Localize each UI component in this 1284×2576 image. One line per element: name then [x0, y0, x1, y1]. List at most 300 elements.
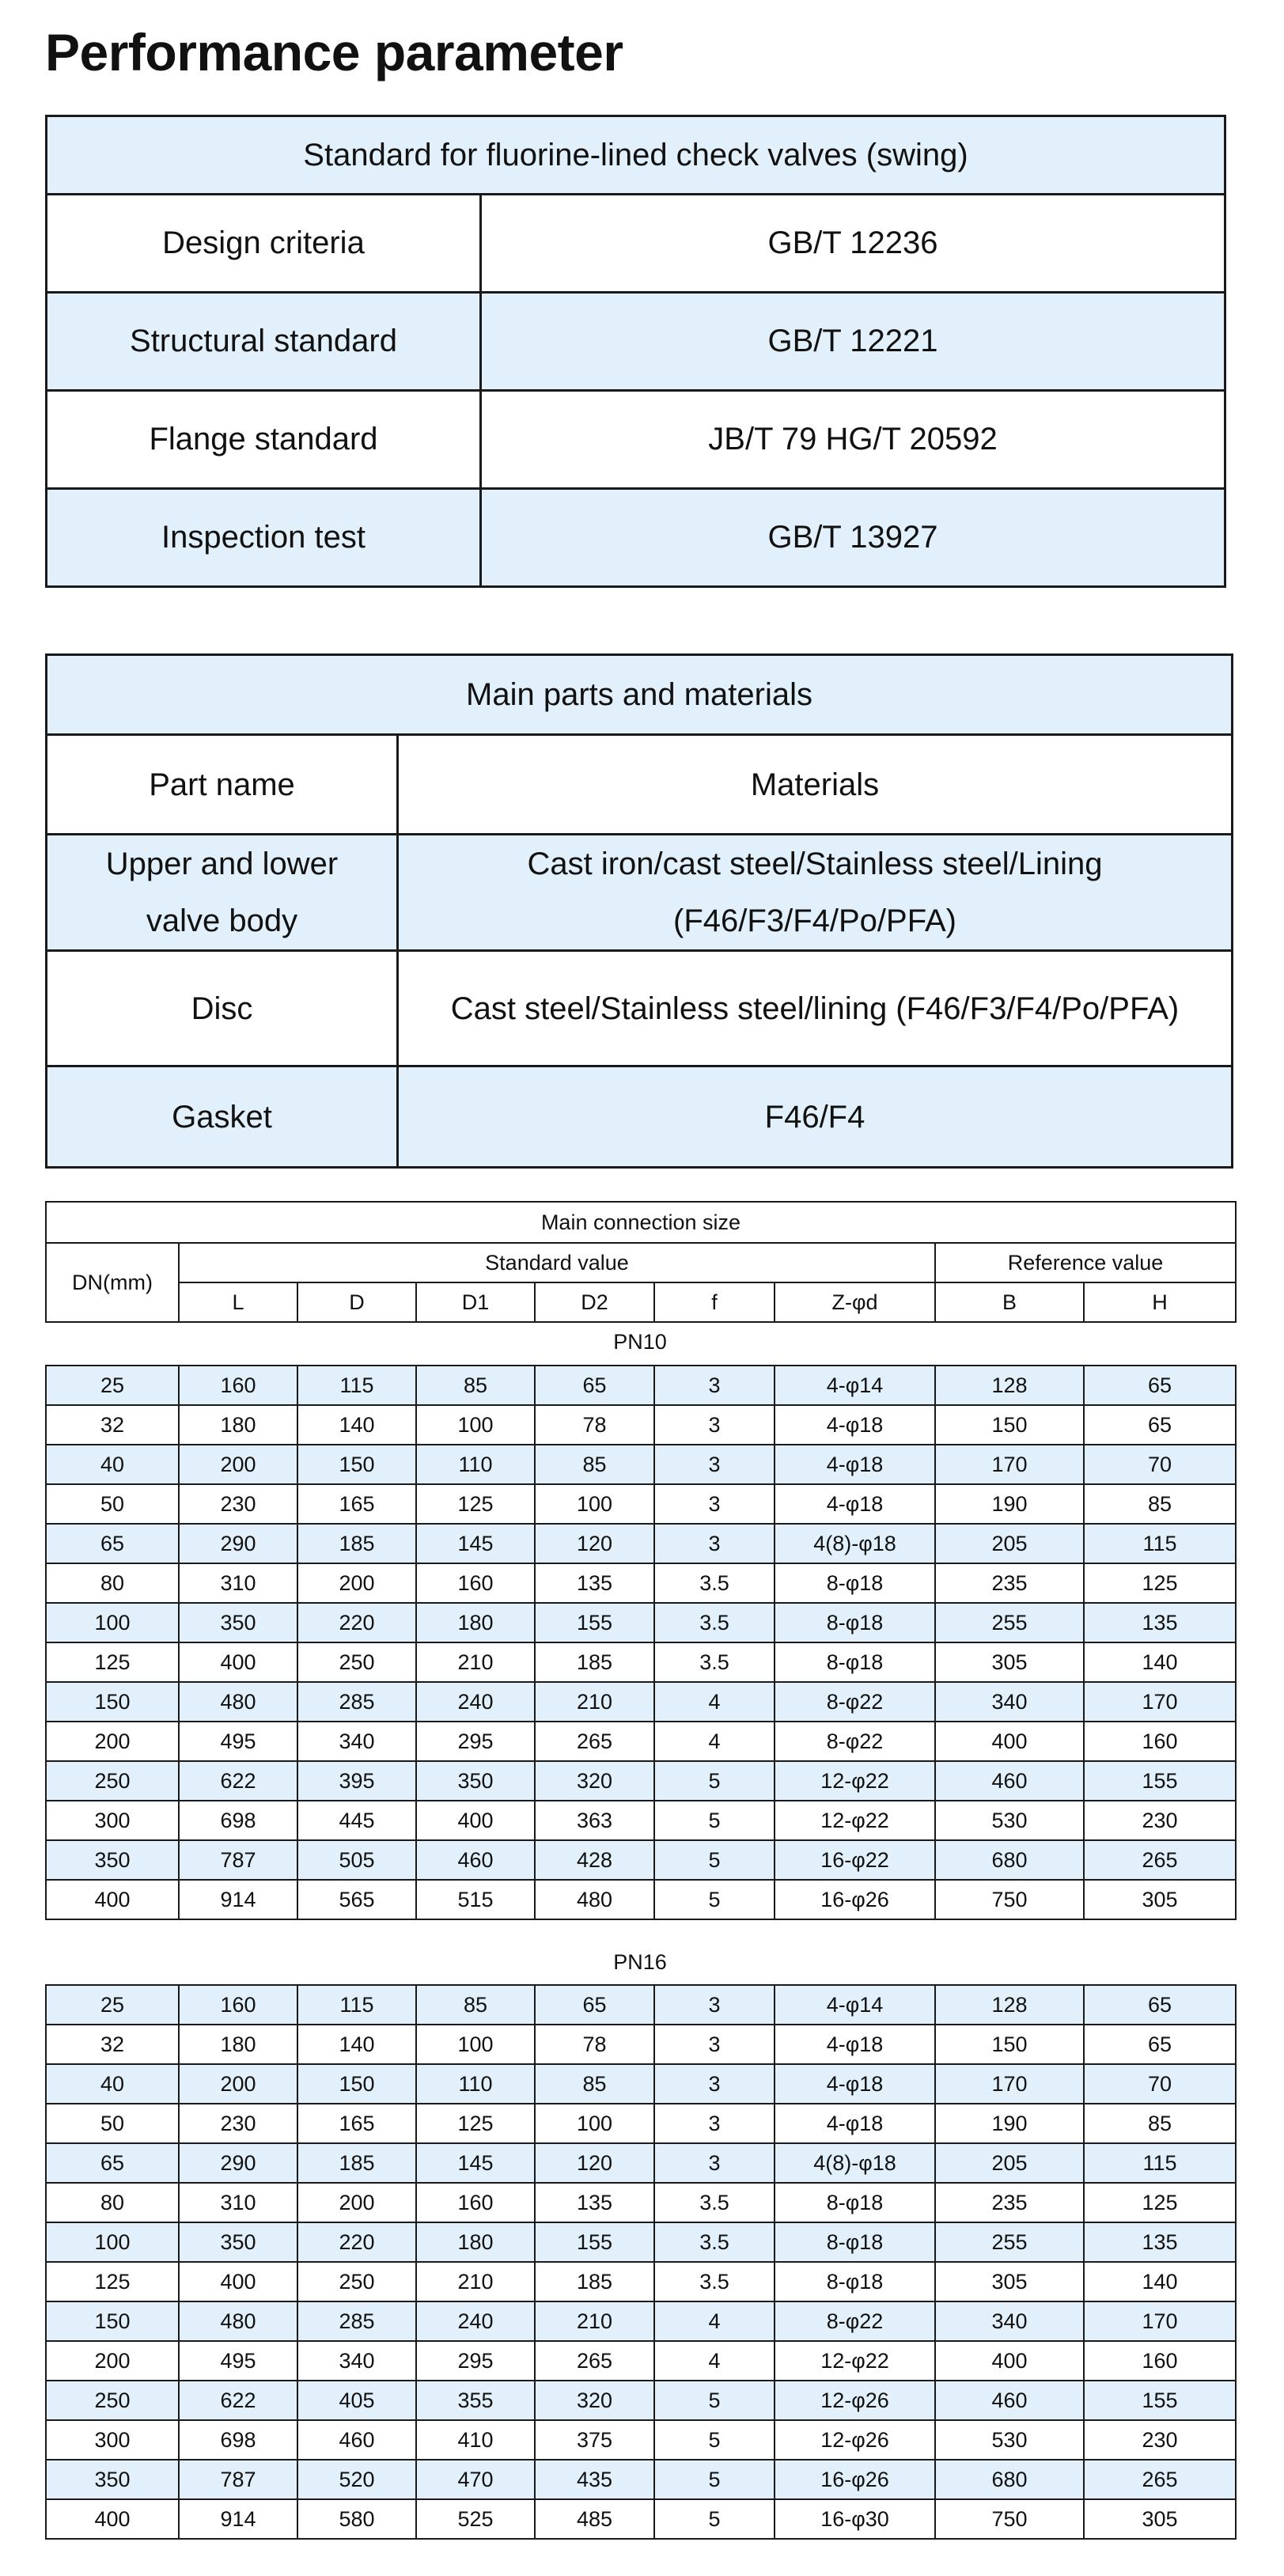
- table-cell: 210: [416, 2262, 535, 2301]
- table-cell: 135: [1084, 2222, 1236, 2262]
- table-row: [46, 1682, 1236, 1722]
- table-cell: 525: [416, 2499, 535, 2539]
- table-cell: 160: [179, 1366, 297, 1405]
- table-cell: 230: [1084, 2420, 1236, 2460]
- table-cell: 115: [1084, 2143, 1236, 2183]
- table-cell: 180: [179, 2025, 297, 2064]
- part-material: Cast steel/Stainless steel/lining (F46/F3/F4/Po/PFA): [398, 951, 1233, 1066]
- table-cell: 125: [1084, 2183, 1236, 2222]
- table-cell: 295: [416, 1722, 535, 1761]
- table-cell: 65: [46, 1524, 179, 1563]
- table-cell: 565: [297, 1880, 416, 1919]
- column-header: D1: [416, 1282, 535, 1322]
- table-cell: 400: [46, 2499, 179, 2539]
- table-cell: 250: [46, 2381, 179, 2420]
- table-cell: 85: [535, 2064, 654, 2104]
- table-cell: 5: [654, 2499, 775, 2539]
- table-cell: 3: [654, 2064, 775, 2104]
- table-cell: 8-φ22: [775, 2301, 935, 2341]
- table-cell: 205: [935, 1524, 1084, 1563]
- table-cell: 235: [935, 2183, 1084, 2222]
- table-cell: 100: [535, 1484, 654, 1524]
- table-cell: 5: [654, 2420, 775, 2460]
- table-cell: 787: [179, 2460, 297, 2499]
- table-cell: 220: [297, 1603, 416, 1642]
- table-cell: 680: [935, 1840, 1084, 1880]
- standard-value: GB/T 12221: [481, 293, 1225, 391]
- table-cell: 125: [1084, 1563, 1236, 1603]
- table-cell: 265: [535, 1722, 654, 1761]
- table-cell: 230: [179, 2104, 297, 2143]
- table-cell: 145: [416, 2143, 535, 2183]
- size-table-pn10: [45, 1365, 1237, 1920]
- table-cell: 305: [1084, 2499, 1236, 2539]
- table-cell: 3: [654, 1484, 775, 1524]
- table-cell: 5: [654, 1761, 775, 1801]
- column-header: D: [297, 1282, 416, 1322]
- part-name: Gasket: [47, 1066, 398, 1168]
- table-cell: 125: [416, 2104, 535, 2143]
- table-row: [46, 2104, 1236, 2143]
- table-cell: 115: [297, 1366, 416, 1405]
- table-cell: 505: [297, 1840, 416, 1880]
- table-cell: 4-φ14: [775, 1985, 935, 2025]
- table-cell: 698: [179, 2420, 297, 2460]
- table-cell: 3.5: [654, 2262, 775, 2301]
- table-cell: 320: [535, 2381, 654, 2420]
- table-cell: 78: [535, 1405, 654, 1445]
- table-cell: 100: [46, 2222, 179, 2262]
- table-cell: 40: [46, 1445, 179, 1484]
- table-row: [46, 2460, 1236, 2499]
- table-row: [46, 2183, 1236, 2222]
- table-cell: 165: [297, 2104, 416, 2143]
- table-cell: 3: [654, 2025, 775, 2064]
- materials-header-part: Part name: [47, 735, 398, 835]
- standards-table-title: Standard for fluorine-lined check valves (swing): [47, 116, 1225, 195]
- table-cell: 300: [46, 1801, 179, 1840]
- table-cell: 145: [416, 1524, 535, 1563]
- table-cell: 200: [46, 2341, 179, 2381]
- table-cell: 115: [1084, 1524, 1236, 1563]
- standard-value: JB/T 79 HG/T 20592: [481, 391, 1225, 489]
- table-cell: 16-φ22: [775, 1840, 935, 1880]
- table-cell: 150: [46, 2301, 179, 2341]
- table-cell: 400: [46, 1880, 179, 1919]
- table-cell: 160: [179, 1985, 297, 2025]
- table-cell: 190: [935, 2104, 1084, 2143]
- table-cell: 622: [179, 1761, 297, 1801]
- table-cell: 80: [46, 2183, 179, 2222]
- table-cell: 185: [535, 1642, 654, 1682]
- reference-value-header: Reference value: [935, 1243, 1236, 1282]
- table-cell: 185: [297, 1524, 416, 1563]
- table-cell: 140: [297, 1405, 416, 1445]
- column-header: f: [654, 1282, 775, 1322]
- table-cell: 170: [1084, 2301, 1236, 2341]
- table-cell: 750: [935, 2499, 1084, 2539]
- table-cell: 340: [935, 1682, 1084, 1722]
- table-cell: 4: [654, 1722, 775, 1761]
- table-cell: 100: [535, 2104, 654, 2143]
- table-cell: 3: [654, 1405, 775, 1445]
- table-cell: 4-φ18: [775, 1445, 935, 1484]
- table-row: [46, 1985, 1236, 2025]
- table-row: [46, 1366, 1236, 1405]
- table-cell: 310: [179, 2183, 297, 2222]
- table-cell: 3: [654, 2143, 775, 2183]
- table-cell: 350: [179, 2222, 297, 2262]
- table-cell: 8-φ18: [775, 1642, 935, 1682]
- table-cell: 363: [535, 1801, 654, 1840]
- table-cell: 100: [46, 1603, 179, 1642]
- table-cell: 65: [1084, 2025, 1236, 2064]
- table-cell: 310: [179, 1563, 297, 1603]
- table-cell: 3: [654, 1445, 775, 1484]
- column-header: Z-φd: [775, 1282, 935, 1322]
- table-row: [46, 1642, 1236, 1682]
- table-cell: 210: [416, 1642, 535, 1682]
- size-table-pn16: [45, 1984, 1237, 2540]
- table-cell: 185: [297, 2143, 416, 2183]
- table-cell: 914: [179, 2499, 297, 2539]
- table-cell: 460: [935, 2381, 1084, 2420]
- table-cell: 65: [535, 1366, 654, 1405]
- table-cell: 400: [416, 1801, 535, 1840]
- table-cell: 125: [46, 2262, 179, 2301]
- table-cell: 5: [654, 2381, 775, 2420]
- table-cell: 8-φ18: [775, 2222, 935, 2262]
- table-cell: 480: [179, 1682, 297, 1722]
- table-cell: 240: [416, 1682, 535, 1722]
- table-cell: 305: [1084, 1880, 1236, 1919]
- table-cell: 350: [46, 1840, 179, 1880]
- table-row: [46, 1603, 1236, 1642]
- table-row: [46, 1722, 1236, 1761]
- table-row: [46, 1563, 1236, 1603]
- table-row: [46, 2381, 1236, 2420]
- table-cell: 150: [935, 2025, 1084, 2064]
- materials-table: [45, 653, 1233, 1169]
- table-cell: 265: [1084, 1840, 1236, 1880]
- table-cell: 135: [535, 2183, 654, 2222]
- table-cell: 3.5: [654, 1563, 775, 1603]
- table-cell: 305: [935, 1642, 1084, 1682]
- table-cell: 8-φ22: [775, 1682, 935, 1722]
- table-cell: 155: [535, 1603, 654, 1642]
- table-cell: 3: [654, 2104, 775, 2143]
- table-cell: 160: [1084, 2341, 1236, 2381]
- table-cell: 375: [535, 2420, 654, 2460]
- table-cell: 16-φ26: [775, 1880, 935, 1919]
- standard-label: Structural standard: [47, 293, 481, 391]
- table-cell: 428: [535, 1840, 654, 1880]
- table-cell: 255: [935, 2222, 1084, 2262]
- table-cell: 255: [935, 1603, 1084, 1642]
- table-cell: 350: [179, 1603, 297, 1642]
- table-cell: 485: [535, 2499, 654, 2539]
- size-table-header: [45, 1201, 1237, 1323]
- table-cell: 12-φ26: [775, 2420, 935, 2460]
- table-cell: 460: [297, 2420, 416, 2460]
- table-cell: 395: [297, 1761, 416, 1801]
- table-cell: 16-φ30: [775, 2499, 935, 2539]
- table-cell: 240: [416, 2301, 535, 2341]
- table-cell: 120: [535, 1524, 654, 1563]
- table-cell: 8-φ18: [775, 2262, 935, 2301]
- table-cell: 230: [179, 1484, 297, 1524]
- table-cell: 150: [935, 1405, 1084, 1445]
- table-cell: 32: [46, 1405, 179, 1445]
- table-cell: 65: [535, 1985, 654, 2025]
- table-cell: 12-φ26: [775, 2381, 935, 2420]
- table-cell: 150: [297, 2064, 416, 2104]
- table-cell: 170: [1084, 1682, 1236, 1722]
- table-cell: 78: [535, 2025, 654, 2064]
- standard-value: GB/T 12236: [481, 195, 1225, 293]
- table-cell: 128: [935, 1985, 1084, 2025]
- table-cell: 622: [179, 2381, 297, 2420]
- table-cell: 85: [1084, 2104, 1236, 2143]
- table-cell: 50: [46, 2104, 179, 2143]
- table-cell: 85: [1084, 1484, 1236, 1524]
- table-cell: 170: [935, 2064, 1084, 2104]
- table-cell: 180: [179, 1405, 297, 1445]
- part-material: Cast iron/cast steel/Stainless steel/Lining (F46/F3/F4/Po/PFA): [398, 835, 1233, 951]
- table-cell: 580: [297, 2499, 416, 2539]
- table-cell: 265: [1084, 2460, 1236, 2499]
- table-cell: 100: [416, 2025, 535, 2064]
- table-cell: 140: [1084, 2262, 1236, 2301]
- table-cell: 320: [535, 1761, 654, 1801]
- table-cell: 150: [46, 1682, 179, 1722]
- table-cell: 4-φ18: [775, 1484, 935, 1524]
- table-cell: 3: [654, 1366, 775, 1405]
- table-cell: 5: [654, 2460, 775, 2499]
- table-cell: 435: [535, 2460, 654, 2499]
- table-cell: 460: [416, 1840, 535, 1880]
- table-cell: 4: [654, 1682, 775, 1722]
- table-cell: 305: [935, 2262, 1084, 2301]
- table-cell: 530: [935, 1801, 1084, 1840]
- table-row: [46, 2064, 1236, 2104]
- table-cell: 65: [46, 2143, 179, 2183]
- table-cell: 220: [297, 2222, 416, 2262]
- table-cell: 135: [1084, 1603, 1236, 1642]
- table-cell: 200: [46, 1722, 179, 1761]
- table-cell: 265: [535, 2341, 654, 2381]
- table-cell: 135: [535, 1563, 654, 1603]
- table-cell: 200: [179, 2064, 297, 2104]
- table-row: [46, 1484, 1236, 1524]
- table-cell: 400: [179, 2262, 297, 2301]
- table-cell: 285: [297, 2301, 416, 2341]
- table-row: [46, 2420, 1236, 2460]
- table-cell: 230: [1084, 1801, 1236, 1840]
- part-name: Upper and lower valve body: [47, 835, 398, 951]
- table-cell: 4(8)-φ18: [775, 1524, 935, 1563]
- table-cell: 4-φ18: [775, 2025, 935, 2064]
- table-cell: 70: [1084, 2064, 1236, 2104]
- table-cell: 405: [297, 2381, 416, 2420]
- table-row: [46, 2025, 1236, 2064]
- table-cell: 787: [179, 1840, 297, 1880]
- table-cell: 4-φ18: [775, 2064, 935, 2104]
- table-cell: 50: [46, 1484, 179, 1524]
- table-cell: 445: [297, 1801, 416, 1840]
- standard-value-header: Standard value: [179, 1243, 935, 1282]
- table-cell: 160: [416, 2183, 535, 2222]
- table-cell: 680: [935, 2460, 1084, 2499]
- table-cell: 400: [935, 2341, 1084, 2381]
- table-cell: 80: [46, 1563, 179, 1603]
- table-cell: 165: [297, 1484, 416, 1524]
- table-row: [46, 2222, 1236, 2262]
- table-cell: 128: [935, 1366, 1084, 1405]
- table-cell: 85: [416, 1366, 535, 1405]
- table-cell: 4-φ14: [775, 1366, 935, 1405]
- table-cell: 350: [416, 1761, 535, 1801]
- table-cell: 480: [535, 1880, 654, 1919]
- table-row: [46, 2301, 1236, 2341]
- table-row: [46, 2143, 1236, 2183]
- table-cell: 200: [179, 1445, 297, 1484]
- table-row: [46, 2341, 1236, 2381]
- table-cell: 285: [297, 1682, 416, 1722]
- table-cell: 250: [46, 1761, 179, 1801]
- standard-label: Inspection test: [47, 489, 481, 587]
- table-cell: 300: [46, 2420, 179, 2460]
- table-cell: 140: [297, 2025, 416, 2064]
- table-cell: 4-φ18: [775, 1405, 935, 1445]
- table-cell: 32: [46, 2025, 179, 2064]
- table-cell: 340: [297, 2341, 416, 2381]
- table-cell: 155: [1084, 1761, 1236, 1801]
- standard-value: GB/T 13927: [481, 489, 1225, 587]
- part-material: F46/F4: [398, 1066, 1233, 1168]
- table-cell: 120: [535, 2143, 654, 2183]
- table-cell: 750: [935, 1880, 1084, 1919]
- table-cell: 205: [935, 2143, 1084, 2183]
- page-title: Performance parameter: [45, 23, 623, 81]
- table-cell: 4-φ18: [775, 2104, 935, 2143]
- standards-table: [45, 115, 1226, 588]
- table-cell: 914: [179, 1880, 297, 1919]
- table-cell: 125: [416, 1484, 535, 1524]
- part-name: Disc: [47, 951, 398, 1066]
- table-cell: 250: [297, 1642, 416, 1682]
- table-cell: 12-φ22: [775, 1801, 935, 1840]
- table-cell: 140: [1084, 1642, 1236, 1682]
- table-cell: 698: [179, 1801, 297, 1840]
- table-cell: 155: [535, 2222, 654, 2262]
- materials-header-materials: Materials: [398, 735, 1233, 835]
- table-cell: 65: [1084, 1405, 1236, 1445]
- table-cell: 3.5: [654, 1603, 775, 1642]
- table-row: [46, 1840, 1236, 1880]
- dn-header: DN(mm): [46, 1243, 179, 1322]
- table-cell: 65: [1084, 1366, 1236, 1405]
- table-cell: 180: [416, 2222, 535, 2262]
- table-cell: 115: [297, 1985, 416, 2025]
- table-cell: 8-φ18: [775, 1563, 935, 1603]
- standard-label: Flange standard: [47, 391, 481, 489]
- table-cell: 190: [935, 1484, 1084, 1524]
- table-row: [46, 2262, 1236, 2301]
- table-cell: 25: [46, 1985, 179, 2025]
- table-cell: 85: [535, 1445, 654, 1484]
- table-cell: 12-φ22: [775, 2341, 935, 2381]
- table-cell: 340: [297, 1722, 416, 1761]
- table-cell: 515: [416, 1880, 535, 1919]
- table-row: [46, 1761, 1236, 1801]
- table-cell: 110: [416, 1445, 535, 1484]
- table-cell: 210: [535, 2301, 654, 2341]
- table-cell: 495: [179, 2341, 297, 2381]
- table-cell: 5: [654, 1840, 775, 1880]
- table-cell: 185: [535, 2262, 654, 2301]
- standard-label: Design criteria: [47, 195, 481, 293]
- table-cell: 4: [654, 2301, 775, 2341]
- table-cell: 180: [416, 1603, 535, 1642]
- table-row: [46, 1880, 1236, 1919]
- table-cell: 350: [46, 2460, 179, 2499]
- table-cell: 4: [654, 2341, 775, 2381]
- column-header: L: [179, 1282, 297, 1322]
- table-cell: 250: [297, 2262, 416, 2301]
- table-row: [46, 2499, 1236, 2539]
- table-cell: 3: [654, 1985, 775, 2025]
- table-cell: 5: [654, 1801, 775, 1840]
- table-cell: 210: [535, 1682, 654, 1722]
- table-cell: 85: [416, 1985, 535, 2025]
- column-header: B: [935, 1282, 1084, 1322]
- table-cell: 355: [416, 2381, 535, 2420]
- table-cell: 160: [1084, 1722, 1236, 1761]
- table-cell: 8-φ22: [775, 1722, 935, 1761]
- table-cell: 155: [1084, 2381, 1236, 2420]
- table-cell: 3.5: [654, 2222, 775, 2262]
- table-cell: 160: [416, 1563, 535, 1603]
- table-cell: 290: [179, 2143, 297, 2183]
- section-label-pn16: PN16: [613, 1950, 667, 1974]
- table-cell: 400: [935, 1722, 1084, 1761]
- table-cell: 5: [654, 1880, 775, 1919]
- materials-table-title: Main parts and materials: [47, 655, 1233, 735]
- table-cell: 150: [297, 1445, 416, 1484]
- table-cell: 200: [297, 2183, 416, 2222]
- table-cell: 12-φ22: [775, 1761, 935, 1801]
- table-cell: 400: [179, 1642, 297, 1682]
- table-cell: 410: [416, 2420, 535, 2460]
- table-cell: 8-φ18: [775, 1603, 935, 1642]
- table-cell: 340: [935, 2301, 1084, 2341]
- table-cell: 70: [1084, 1445, 1236, 1484]
- table-cell: 480: [179, 2301, 297, 2341]
- size-table-title: Main connection size: [46, 1202, 1236, 1243]
- table-cell: 460: [935, 1761, 1084, 1801]
- column-header: D2: [535, 1282, 654, 1322]
- table-cell: 530: [935, 2420, 1084, 2460]
- table-cell: 65: [1084, 1985, 1236, 2025]
- table-row: [46, 1801, 1236, 1840]
- table-cell: 125: [46, 1642, 179, 1682]
- table-cell: 470: [416, 2460, 535, 2499]
- table-cell: 16-φ26: [775, 2460, 935, 2499]
- table-cell: 3.5: [654, 1642, 775, 1682]
- table-cell: 100: [416, 1405, 535, 1445]
- table-cell: 170: [935, 1445, 1084, 1484]
